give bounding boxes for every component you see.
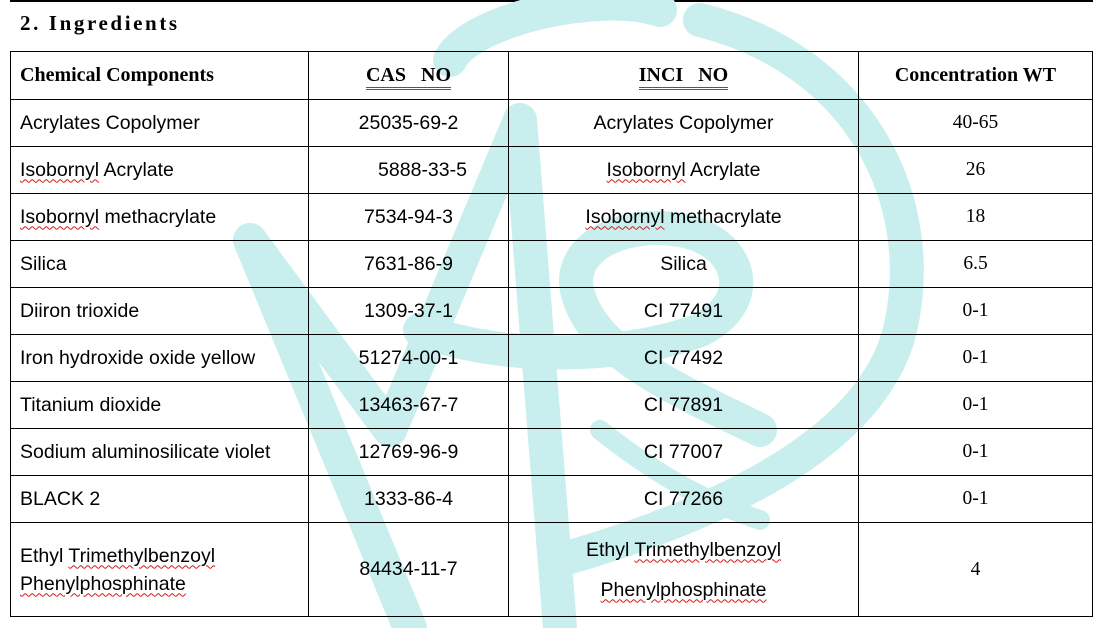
spell-flagged-word: Phenylphosphinate <box>600 578 767 601</box>
cell-text: Ethyl <box>585 538 635 561</box>
cell-concentration: 0-1 <box>859 288 1093 335</box>
cell-inci <box>509 147 859 194</box>
cell-chemical: BLACK 2 <box>11 476 309 523</box>
cell-concentration: 0-1 <box>859 429 1093 476</box>
cell-inci: CI 77491 <box>509 288 859 335</box>
cell-concentration: 6.5 <box>859 241 1093 288</box>
cell-concentration: 0-1 <box>859 382 1093 429</box>
cell-line <box>509 570 858 610</box>
section-heading: 2. Ingredients <box>20 11 180 35</box>
cell-cas: 7631-86-9 <box>309 241 509 288</box>
cell-inci <box>509 523 859 617</box>
spell-flagged-word: Phenylphosphinate <box>20 572 186 595</box>
table-header-row <box>11 52 1093 100</box>
cell-chemical: Sodium aluminosilicate violet <box>11 429 309 476</box>
cell-inci: CI 77007 <box>509 429 859 476</box>
cell-text: Acrylate <box>99 158 174 181</box>
cell-line <box>20 542 308 570</box>
spell-flagged-word: Trimethylbenzoyl <box>68 544 216 567</box>
table-row <box>11 429 1093 476</box>
table-row <box>11 241 1093 288</box>
header-concentration <box>859 52 1093 100</box>
cell-text: Acrylate <box>685 158 761 181</box>
cell-concentration: 4 <box>859 523 1093 617</box>
cell-cas: 1309-37-1 <box>309 288 509 335</box>
cell-chemical <box>11 523 309 617</box>
table-row <box>11 194 1093 241</box>
cell-inci: CI 77891 <box>509 382 859 429</box>
cas-no-link[interactable]: CAS NO <box>366 64 451 90</box>
cell-cas: 51274-00-1 <box>309 335 509 382</box>
table-row <box>11 523 1093 617</box>
inci-no-link[interactable]: INCI NO <box>639 64 728 90</box>
header-label: Chemical Components <box>20 64 214 86</box>
cell-cas: 84434-11-7 <box>309 523 509 617</box>
cell-cas: 1333-86-4 <box>309 476 509 523</box>
cell-inci <box>509 194 859 241</box>
cell-line <box>20 570 308 598</box>
cell-text: 5888-33-5 <box>378 158 467 181</box>
cell-concentration: 40-65 <box>859 100 1093 147</box>
cell-concentration: 0-1 <box>859 476 1093 523</box>
cell-inci: Acrylates Copolymer <box>509 100 859 147</box>
table-row <box>11 476 1093 523</box>
cell-text: methacrylate <box>664 205 782 228</box>
cell-text: methacrylate <box>99 205 217 228</box>
cell-cas <box>309 147 509 194</box>
spell-flagged-word: Isobornyl <box>606 158 686 181</box>
cell-chemical: Silica <box>11 241 309 288</box>
spell-flagged-word: Isobornyl <box>20 205 100 228</box>
cell-cas: 12769-96-9 <box>309 429 509 476</box>
table-row <box>11 147 1093 194</box>
cell-chemical <box>11 147 309 194</box>
cell-concentration: 18 <box>859 194 1093 241</box>
header-chemical-components <box>11 52 309 100</box>
table-row <box>11 288 1093 335</box>
header-inci-no[interactable] <box>509 52 859 100</box>
cell-chemical: Iron hydroxide oxide yellow <box>11 335 309 382</box>
top-rule <box>10 0 1093 2</box>
table-row <box>11 335 1093 382</box>
cell-inci: Silica <box>509 241 859 288</box>
cell-chemical <box>11 194 309 241</box>
cell-chemical: Acrylates Copolymer <box>11 100 309 147</box>
cell-chemical: Titanium dioxide <box>11 382 309 429</box>
cell-text: Ethyl <box>20 544 69 567</box>
table-row <box>11 100 1093 147</box>
spell-flagged-word: Isobornyl <box>20 158 100 181</box>
header-cas-no[interactable] <box>309 52 509 100</box>
spell-flagged-word: Trimethylbenzoyl <box>634 538 782 561</box>
spell-flagged-word: Isobornyl <box>585 205 665 228</box>
cell-inci: CI 77266 <box>509 476 859 523</box>
cell-concentration: 0-1 <box>859 335 1093 382</box>
cell-concentration: 26 <box>859 147 1093 194</box>
cell-inci: CI 77492 <box>509 335 859 382</box>
table-row <box>11 382 1093 429</box>
header-label: Concentration WT <box>894 64 1057 86</box>
cell-chemical: Diiron trioxide <box>11 288 309 335</box>
cell-cas: 13463-67-7 <box>309 382 509 429</box>
cell-line <box>509 530 858 570</box>
cell-cas: 7534-94-3 <box>309 194 509 241</box>
cell-cas: 25035-69-2 <box>309 100 509 147</box>
ingredients-table <box>10 51 1093 617</box>
